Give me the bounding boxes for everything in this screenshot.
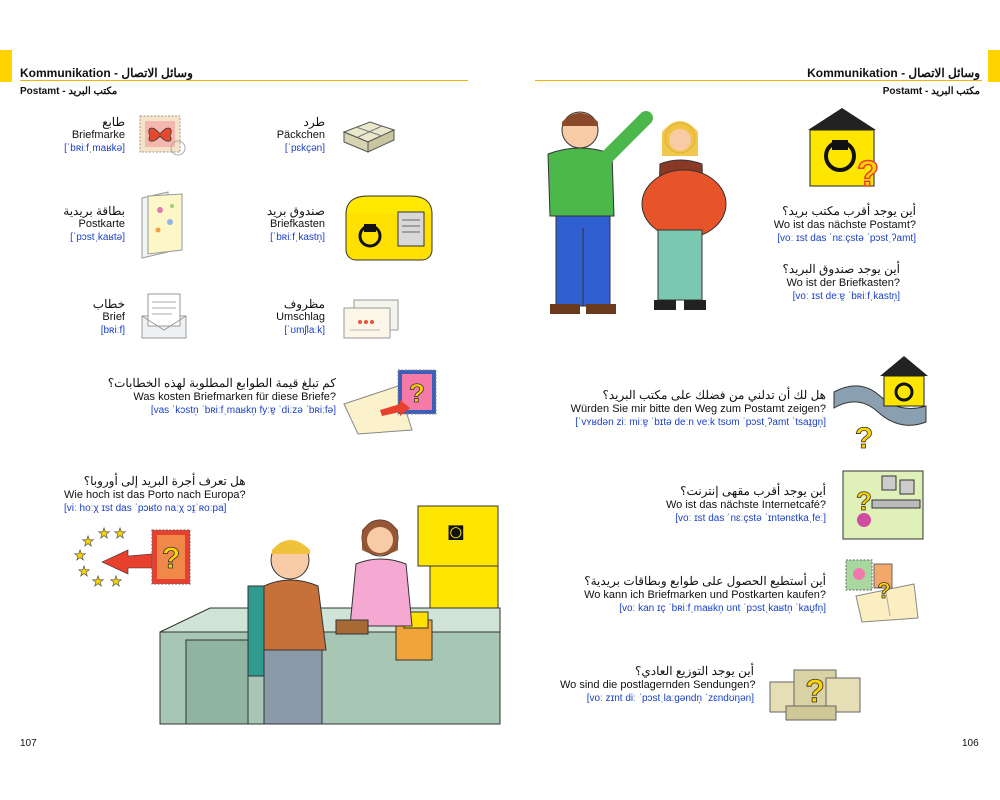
- svg-text:★: ★: [81, 533, 95, 549]
- phrase-arabic: أين يوجد أقرب مقهى إنترنت؟: [680, 484, 826, 498]
- vocab-ipa: [ˈbʀiːfˌkastn̩]: [270, 232, 325, 243]
- phrase-ipa: [voː kan ɪç ˈbʀiːfˌmaʁkn̩ ʊnt ˈpɔstˌkaʁtn̩ ˈkaʊ̯fn̩]: [619, 603, 826, 614]
- phrase-arabic: كم تبلغ قيمة الطوابع المطلوبة لهذه الخطابات؟: [107, 376, 336, 390]
- vocab-item-postkarte: [40, 205, 125, 244]
- postcard-icon: [138, 190, 190, 262]
- letter-icon: [138, 292, 190, 340]
- phrase-german: Wo ist der Briefkasten?: [786, 277, 900, 289]
- svg-text:?: ?: [854, 422, 874, 455]
- phrase-stamp-cost: [80, 376, 336, 418]
- phrase-german: Wo ist das nächste Internetcafé?: [666, 499, 826, 511]
- vocab-german: Brief: [102, 311, 125, 323]
- phrase-ipa: [voː ɪst das ˈnɛːçstə ˈɪntənɛtkaˌfeː]: [675, 513, 826, 524]
- envelope-question-stamp-icon: [340, 364, 440, 436]
- phrase-general-delivery: [560, 664, 754, 706]
- phrase-arabic: هل لك أن تدلني من فضلك على مكتب البريد؟: [602, 388, 826, 402]
- left-header-title: Kommunikation - وسائل الاتصال: [20, 66, 193, 80]
- phrase-ipa: [vas ˈkɔstn̩ ˈbʀiːfˌmaʁkn̩ fyːɐ̯ ˈdiːzə ˈbʀiːfə]: [150, 405, 336, 416]
- svg-text:?: ?: [805, 673, 825, 709]
- vocab-arabic: مظروف: [283, 297, 325, 311]
- svg-text:★: ★: [77, 563, 91, 579]
- stamps-postcards-icon: [844, 558, 920, 624]
- right-header-rule: [535, 80, 982, 81]
- vocab-german: Briefmarke: [71, 129, 125, 141]
- phrase-german: Würden Sie mir bitte den Weg zum Postamt zeigen?: [570, 403, 826, 415]
- phrase-buy-stamps-postcards: [580, 574, 826, 616]
- right-header-subtitle: Postamt - مكتب البريد: [882, 86, 980, 97]
- svg-text:★: ★: [97, 525, 111, 541]
- svg-text:★: ★: [73, 547, 87, 563]
- svg-text:?: ?: [857, 153, 879, 194]
- vocab-german: Päckchen: [276, 129, 325, 141]
- vocab-german: Umschlag: [276, 311, 325, 323]
- vocab-item-paeckchen: [240, 116, 325, 155]
- svg-text:?: ?: [856, 486, 872, 516]
- vocab-ipa: [ˈpɔstˌkaʁtə]: [70, 232, 125, 243]
- envelope-icon: [340, 296, 400, 342]
- phrase-arabic: هل تعرف أجرة البريد إلى أوروبا؟: [83, 474, 246, 488]
- vocab-german: Postkarte: [78, 218, 125, 230]
- vocab-item-briefmarke: [40, 116, 125, 155]
- parcel-icon: [340, 114, 398, 154]
- phrase-arabic: أين أستطيع الحصول على طوابع وبطاقات بريدية؟: [584, 574, 826, 588]
- asking-directions-illustration: [534, 104, 728, 326]
- phrase-german: Was kosten Briefmarken für diese Briefe?: [133, 391, 336, 403]
- left-header-rule: [20, 80, 468, 81]
- phrase-arabic: أين يوجد التوزيع العادي؟: [635, 664, 754, 678]
- road-to-post-office-icon: [830, 352, 930, 455]
- vocab-item-briefkasten: [240, 205, 325, 244]
- vocab-ipa: [bʀiːf]: [100, 325, 125, 336]
- phrase-nearest-post-office: [700, 204, 916, 246]
- left-header-subtitle: Postamt - مكتب البريد: [20, 86, 118, 97]
- phrase-german: Wie hoch ist das Porto nach Europa?: [64, 489, 246, 501]
- vocab-arabic: طرد: [303, 115, 325, 129]
- phrase-arabic: أين يوجد صندوق البريد؟: [782, 262, 900, 276]
- vocab-ipa: [ˈʊmʃlaːk]: [284, 325, 325, 336]
- svg-text:★: ★: [91, 573, 105, 589]
- phrase-arabic: أين يوجد أقرب مكتب بريد؟: [782, 204, 916, 218]
- internet-cafe-icon: [842, 470, 924, 540]
- svg-text:?: ?: [161, 542, 181, 575]
- vocab-german: Briefkasten: [269, 218, 325, 230]
- phrase-ipa: [viː hoːχ ɪst das ˈpɔʁto naːχ ɔɪ̯ˈʀoːpa]: [64, 503, 227, 514]
- right-header-title: Kommunikation - وسائل الاتصال: [807, 66, 980, 80]
- left-page-number: 107: [20, 738, 37, 749]
- phrase-german: Wo sind die postlagernden Sendungen?: [560, 679, 756, 691]
- phrase-ipa: [voː ɪst das ˈnɛːçstə ˈpɔstˌʔamt]: [777, 233, 916, 244]
- svg-text:◙: ◙: [448, 516, 464, 546]
- phrase-ipa: [voː ɪst deːɐ̯ ˈbʀiːfˌkastn̩]: [792, 291, 900, 302]
- phrase-ipa: [ˈvʏʁdən ziː miːɐ̯ ˈbɪtə deːn veːk tsʊm ˈpɔstˌʔamt ˈtsaɪ̯gn̩]: [575, 417, 826, 428]
- vocab-ipa: [ˈbʀiːfˌmaʁkə]: [64, 143, 125, 154]
- right-page-number: 106: [962, 738, 979, 749]
- svg-text:?: ?: [409, 378, 425, 408]
- vocab-arabic: بطاقة بريدية: [63, 204, 125, 218]
- phrase-german: Wo kann ich Briefmarken und Postkarten kaufen?: [584, 589, 826, 601]
- svg-text:★: ★: [109, 573, 123, 589]
- phrase-where-mailbox: [700, 262, 900, 304]
- phrase-ipa: [voː zɪnt diː ˈpɔstˌlaːgəndn̩ ˈzɛndʊŋən]: [586, 693, 754, 704]
- vocab-arabic: خطاب: [92, 297, 125, 311]
- parcels-pile-icon: [766, 656, 864, 722]
- stamp-icon: [138, 114, 186, 156]
- phrase-way-to-post-office: [540, 388, 826, 430]
- vocab-item-umschlag: [240, 298, 325, 337]
- vocab-arabic: طابع: [102, 115, 125, 129]
- phrase-internet-cafe: [640, 484, 826, 526]
- phrase-german: Wo ist das nächste Postamt?: [773, 219, 916, 231]
- post-office-counter-illustration: [160, 500, 500, 726]
- vocab-item-brief: [40, 298, 125, 337]
- vocab-ipa: [ˈpɛkçən]: [284, 143, 325, 154]
- chapter-tab-right: [988, 50, 1000, 82]
- vocab-arabic: صندوق بريد: [266, 204, 325, 218]
- mailbox-icon: [340, 190, 440, 270]
- svg-text:?: ?: [877, 578, 891, 603]
- chapter-tab-left: [0, 50, 12, 82]
- post-office-sign-icon: [806, 106, 882, 192]
- svg-text:★: ★: [113, 525, 127, 541]
